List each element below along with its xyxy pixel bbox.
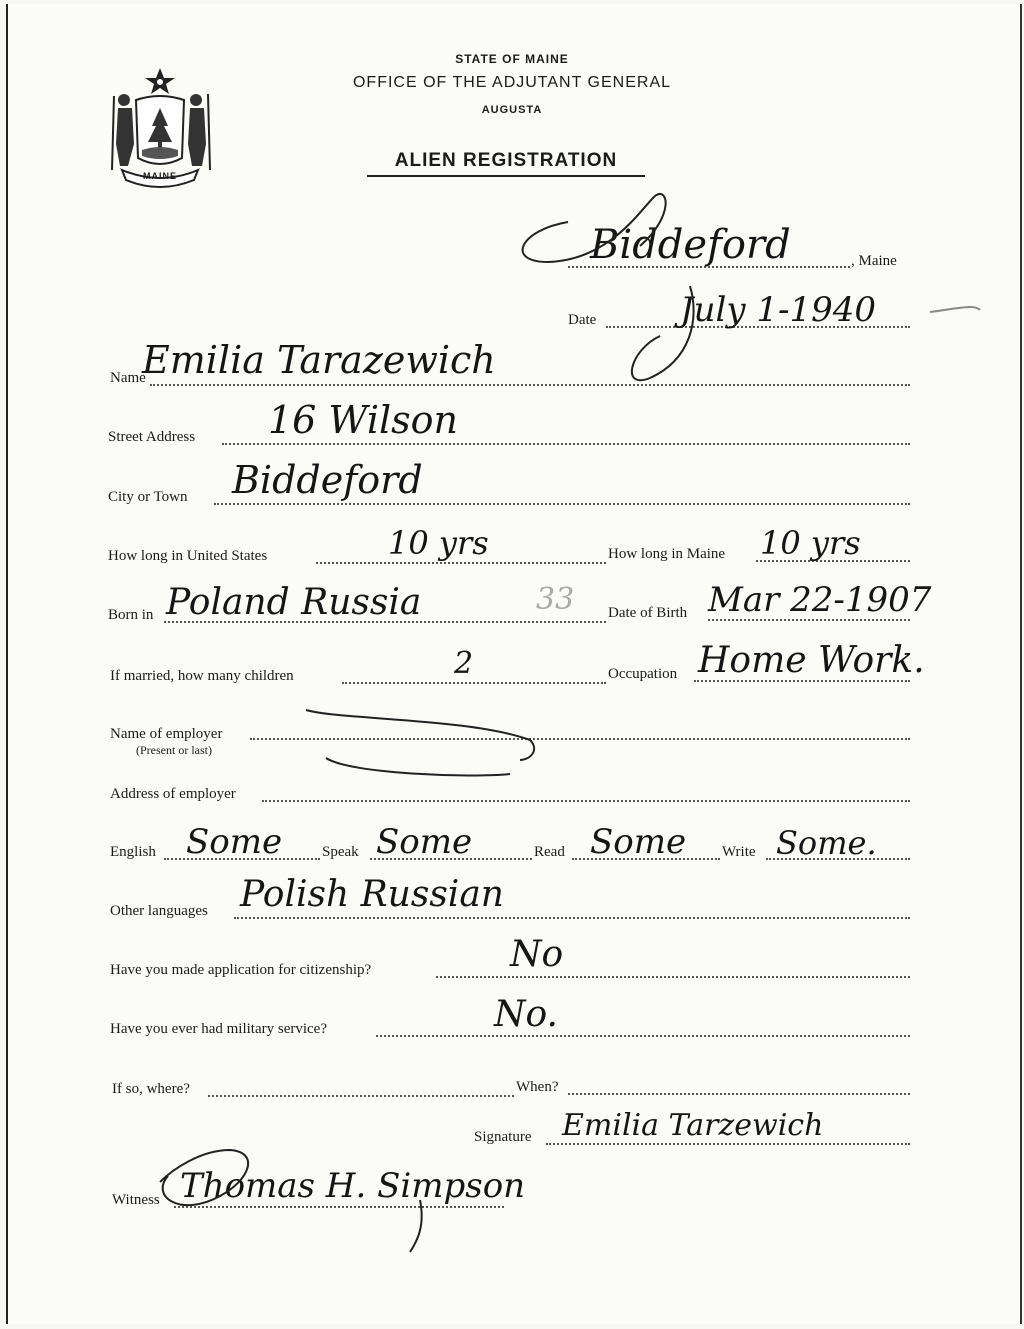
date-of-birth-label: Date of Birth <box>608 605 688 621</box>
citizenship-entry: No <box>510 934 564 975</box>
write-entry: Some. <box>776 824 877 862</box>
how-long-us-entry: 10 yrs <box>388 524 489 562</box>
children-label: If married, how many children <box>110 668 294 684</box>
if-so-where-label: If so, where? <box>112 1081 190 1097</box>
maine-label: , Maine <box>851 253 897 269</box>
born-in-entry: Poland Russia <box>166 582 422 623</box>
english-label: English <box>110 844 156 860</box>
date-of-birth-entry: Mar 22-1907 <box>708 580 932 620</box>
city-town-entry: Biddeford <box>232 458 423 502</box>
street-address-label: Street Address <box>108 429 196 445</box>
how-long-us-label: How long in United States <box>108 548 268 564</box>
signature-label: Signature <box>474 1129 532 1145</box>
city-town-label: City or Town <box>108 489 188 505</box>
read-entry: Some <box>590 822 687 862</box>
occupation-entry: Home Work. <box>698 640 925 681</box>
employer-name-note: (Present or last) <box>136 743 212 757</box>
employer-address-label: Address of employer <box>110 786 236 802</box>
how-long-maine-label: How long in Maine <box>608 546 726 562</box>
town-entry: Biddeford <box>590 222 791 268</box>
how-long-maine-entry: 10 yrs <box>760 524 861 562</box>
read-label: Read <box>534 844 565 860</box>
born-in-label: Born in <box>108 607 154 623</box>
name-entry: Emilia Tarazewich <box>142 338 496 382</box>
english-entry: Some <box>186 822 283 862</box>
citizenship-label: Have you made application for citizenship? <box>110 962 372 978</box>
name-label: Name <box>110 370 146 386</box>
age-note: 33 <box>536 582 575 617</box>
other-languages-label: Other languages <box>110 903 208 919</box>
military-label: Have you ever had military service? <box>110 1021 327 1037</box>
header-office: OFFICE OF THE ADJUTANT GENERAL <box>352 74 672 91</box>
form-title: ALIEN REGISTRATION <box>367 150 645 177</box>
date-label: Date <box>568 312 597 328</box>
street-address-entry: 16 Wilson <box>268 398 458 442</box>
employer-name-label: Name of employer <box>110 726 223 742</box>
occupation-label: Occupation <box>608 666 678 682</box>
seal-banner-text: MAINE <box>143 171 177 181</box>
when-label: When? <box>516 1079 559 1095</box>
speak-label: Speak <box>322 844 359 860</box>
write-label: Write <box>722 844 756 860</box>
witness-label: Witness <box>112 1192 160 1208</box>
witness-entry: Thomas H. Simpson <box>180 1166 526 1206</box>
signature-entry: Emilia Tarzewich <box>562 1108 824 1143</box>
speak-entry: Some <box>376 822 473 862</box>
date-entry: July 1-1940 <box>680 290 877 330</box>
header-state: STATE OF MAINE <box>455 52 569 66</box>
header-city: AUGUSTA <box>481 104 543 116</box>
military-entry: No. <box>494 994 558 1035</box>
other-languages-entry: Polish Russian <box>240 874 504 915</box>
children-entry: 2 <box>454 646 474 681</box>
